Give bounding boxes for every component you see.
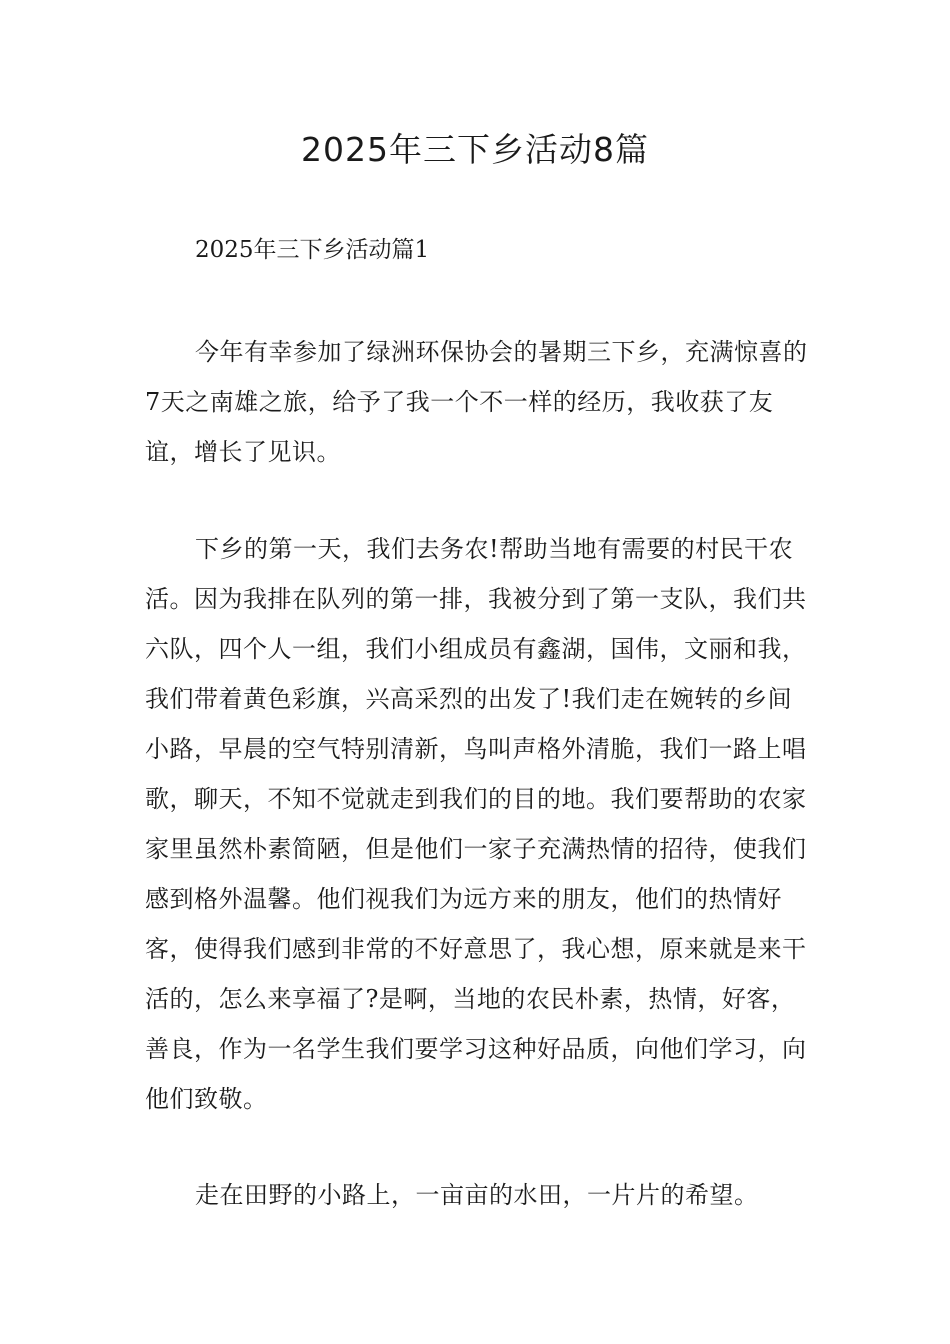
paragraph-2: 下乡的第一天，我们去务农!帮助当地有需要的村民干农活。因为我排在队列的第一排，我被分到了第一支队，我们共六队，四个人一组，我们小组成员有鑫湖，国伟，文丽和我，我们带着黄色彩旗，兴高采烈的出发了!我们走在婉转的乡间小路，早晨的空气特别清新，鸟叫声格外清脆，我们一路上唱歌，聊天，不知不觉就走到我们的目的地。我们要帮助的农家家里虽然朴素简陋，但是他们一家子充满热情的招待，使我们感到格外温馨。他们视我们为远方来的朋友，他们的热情好客，使得我们感到非常的不好意思了，我心想，原来就是来干活的，怎么来享福了?是啊，当地的农民朴素，热情，好客，善良，作为一名学生我们要学习这种好品质，向他们学习，向他们致敬。 xyxy=(145,535,807,1113)
document-title: 2025年三下乡活动8篇 xyxy=(301,130,649,169)
paragraph-1: 今年有幸参加了绿洲环保协会的暑期三下乡，充满惊喜的7天之南雄之旅，给予了我一个不一样的经历，我收获了友谊，增长了见识。 xyxy=(145,338,808,466)
section-heading: 2025年三下乡活动篇1 xyxy=(195,237,430,263)
paragraph-3: 走在田野的小路上，一亩亩的水田，一片片的希望。 xyxy=(195,1181,759,1209)
